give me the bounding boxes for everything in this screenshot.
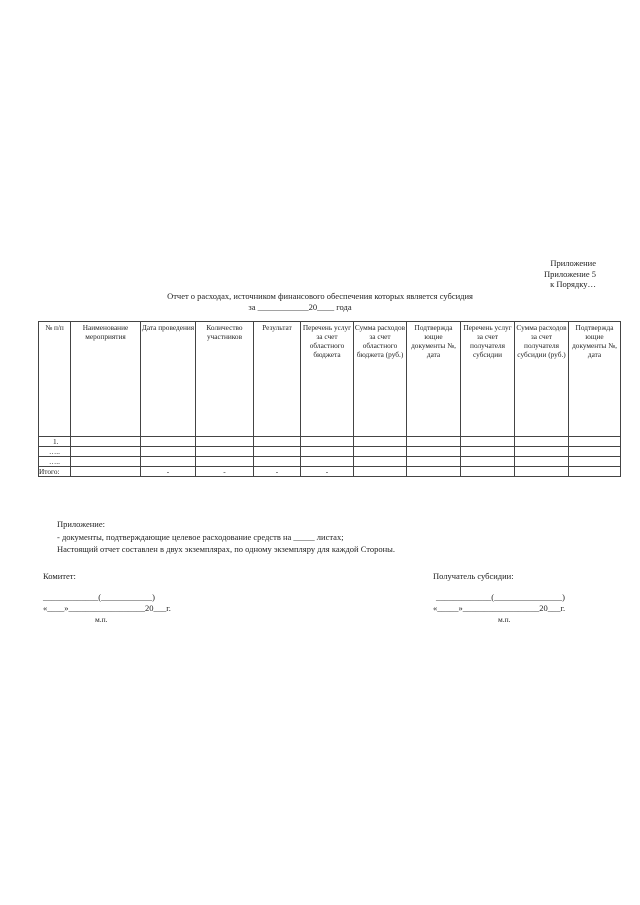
table-cell — [141, 447, 196, 457]
table-cell — [141, 437, 196, 447]
notes-line-3: Настоящий отчет составлен в двух экземплярах, по одному экземпляру для каждой Стороны. — [57, 544, 396, 554]
table-cell: - — [196, 467, 254, 477]
header-result: Результат — [254, 322, 301, 437]
table-cell — [569, 447, 621, 457]
header-amount-recipient: Сумма расходов за счет получателя субсидии (руб.) — [515, 322, 569, 437]
header-documents-recipient: Подтвержда ющие документы №, дата — [569, 322, 621, 437]
table-cell — [407, 457, 461, 467]
table-row — [39, 457, 621, 467]
title-line-1: Отчет о расходах, источником финансового обеспечения которых является субсидия — [167, 291, 473, 301]
table-cell — [71, 467, 141, 477]
table-cell — [515, 437, 569, 447]
table-cell — [71, 447, 141, 457]
table-cell — [515, 467, 569, 477]
committee-date-line: «____»__________________20___г. — [43, 603, 171, 613]
table-cell — [407, 437, 461, 447]
table-header-row — [39, 322, 621, 437]
recipient-stamp-label: м.п. — [498, 615, 511, 624]
table-cell — [569, 467, 621, 477]
table-cell — [354, 437, 407, 447]
table-cell — [354, 457, 407, 467]
appendix-block — [544, 258, 596, 290]
table-cell — [569, 437, 621, 447]
table-cell — [515, 457, 569, 467]
table-cell: - — [141, 467, 196, 477]
committee-label: Комитет: — [43, 571, 76, 581]
table-cell — [301, 437, 354, 447]
table-cell: Итого: — [39, 467, 71, 477]
table-cell — [196, 437, 254, 447]
table-cell — [354, 447, 407, 457]
header-services-regional: Перечень услуг за счет областного бюджета — [301, 322, 354, 437]
table-row — [39, 447, 621, 457]
table-cell — [301, 457, 354, 467]
table-cell — [141, 457, 196, 467]
report-title — [0, 291, 640, 312]
notes-block — [57, 518, 395, 556]
report-table — [38, 321, 621, 477]
table-cell — [515, 447, 569, 457]
header-participants: Количество участников — [196, 322, 254, 437]
table-cell — [461, 447, 515, 457]
recipient-signature-line: _____________(________________) — [436, 592, 565, 602]
notes-line-2: - документы, подтверждающие целевое расходование средств на _____ листах; — [57, 531, 344, 542]
committee-stamp-label: м.п. — [95, 615, 108, 624]
appendix-line-2: Приложение 5 — [544, 268, 596, 279]
table-cell — [461, 457, 515, 467]
table-row — [39, 437, 621, 447]
table-cell — [407, 467, 461, 477]
header-amount-regional: Сумма расходов за счет областного бюджета (руб.) — [354, 322, 407, 437]
table-cell — [461, 467, 515, 477]
header-number: № п/п — [39, 322, 71, 437]
header-event-name: Наименование мероприятия — [71, 322, 141, 437]
table-cell — [569, 457, 621, 467]
table-cell — [254, 457, 301, 467]
table-cell — [254, 447, 301, 457]
header-documents-regional: Подтвержда ющие документы №, дата — [407, 322, 461, 437]
appendix-line-1: Приложение — [550, 258, 596, 268]
table-cell — [196, 457, 254, 467]
recipient-date-line: «_____»__________________20___г. — [433, 603, 566, 613]
table-cell — [71, 437, 141, 447]
committee-signature-line: _____________(____________) — [43, 592, 155, 602]
recipient-label: Получатель субсидии: — [433, 571, 514, 581]
table-cell — [461, 437, 515, 447]
table-cell: 1. — [39, 437, 71, 447]
header-date: Дата проведения — [141, 322, 196, 437]
header-services-recipient: Перечень услуг за счет получателя субсидии — [461, 322, 515, 437]
table-cell: - — [301, 467, 354, 477]
table-cell — [354, 467, 407, 477]
table-cell — [196, 447, 254, 457]
table-cell: ….. — [39, 457, 71, 467]
table-cell: - — [254, 467, 301, 477]
notes-line-1: Приложение: — [57, 519, 105, 529]
appendix-line-3: к Порядку… — [550, 279, 596, 289]
table-cell — [71, 457, 141, 467]
title-line-2: за ____________20____ года — [248, 301, 352, 312]
table-total-row — [39, 467, 621, 477]
table-cell — [301, 447, 354, 457]
table-cell — [407, 447, 461, 457]
table-cell — [254, 437, 301, 447]
table-cell: ….. — [39, 447, 71, 457]
